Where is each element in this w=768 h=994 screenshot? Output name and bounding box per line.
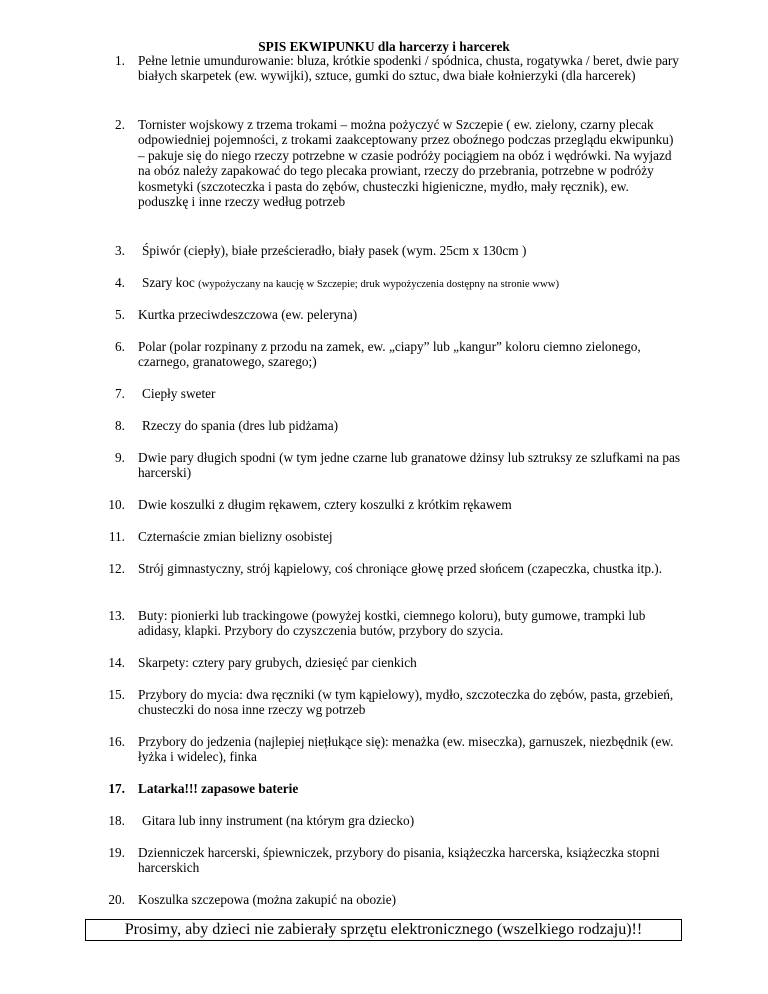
list-item [108,845,681,876]
item-number: 6. [115,339,125,354]
item-number: 16. [108,734,125,749]
list-item [108,529,681,544]
item-text: Kurtka przeciwdeszczowa (ew. peleryna) [138,307,358,322]
item-text: Przybory do jedzenia (najlepiej niețłukące się): menażka (ew. miseczka), garnuszek, niezbędnik (ew. łyżka i widelec), finka [138,734,674,765]
item-text: Buty: pionierki lub trackingowe (powyżej kostki, ciemnego koloru), buty gumowe, trampki lub adidasy, klapki. Przybory do czyszczenia butów, przybory do szycia. [138,608,646,639]
list-item [111,53,681,84]
list-item [111,307,681,322]
item-text: Tornister wojskowy z trzema trokami – można pożyczyć w Szczepie ( ew. zielony, czarny plecak odpowiedniej pojemności, z trokami zaakceptowany przez oboźnego podczas przeglądu ekwipunku) – pakuje się do niego rzeczy potrzebne w czasie podróży pociągiem na obóz i wędrówki. Na wyjazd na obóz należy zapakować do tego plecaka prowiant, rzeczy do przebrania, potrzebne w podróży kosmetyki (szczoteczka i pasta do zębów, chusteczki higieniczne, mydło, mały ręcznik), ew. poduszkę i inne rzeczy według potrzeb [138,117,674,210]
list-item [111,418,681,433]
item-number: 9. [115,450,125,465]
item-number: 13. [108,608,125,623]
item-text: Gitara lub inny instrument (na którym gra dziecko) [142,813,415,828]
item-text: Ciepły sweter [142,386,216,401]
item-number: 8. [115,418,125,433]
item-number: 19. [108,845,125,860]
item-number: 20. [108,892,125,907]
item-text: Dzienniczek harcerski, śpiewniczek, przybory do pisania, książeczka harcerska, książeczka stopni harcerskich [138,845,660,876]
list-item [108,892,681,907]
item-text: Polar (polar rozpinany z przodu na zamek, ew. „ciapy” lub „kangur” koloru ciemno zielonego, czarnego, granatowego, szarego;) [138,339,641,370]
item-text: Rzeczy do spania (dres lub pidżama) [142,418,339,433]
item-number: 10. [108,497,125,512]
item-text: Strój gimnastyczny, strój kąpielowy, coś chroniące głowę przed słońcem (czapeczka, chustka itp.). [138,561,663,576]
list-item [108,813,681,828]
item-number: 14. [108,655,125,670]
item-text: Śpiwór (ciepły), białe prześcieradło, biały pasek (wym. 25cm x 130cm ) [142,243,527,258]
list-item [108,561,681,576]
item-text: Przybory do mycia: dwa ręczniki (w tym kąpielowy), mydło, szczoteczka do zębów, pasta, grzebień, chusteczki do nosa inne rzeczy wg potrzeb [138,687,674,718]
item-number: 1. [115,53,125,68]
item-number: 4. [115,275,125,290]
item-text: Czternaście zmian bielizny osobistej [138,529,333,544]
item-number: 11. [108,529,125,544]
list-item [111,243,681,258]
item-number: 5. [115,307,125,322]
item-text: Pełne letnie umundurowanie: bluza, krótkie spodenki / spódnica, chusta, rogatywka / beret, dwie pary białych skarpetek (ew. wywijki), sztuce, gumki do sztuc, dwa białe kołnierzyki (dla harcerek) [138,53,679,84]
item-text: Dwie koszulki z długim rękawem, cztery koszulki z krótkim rękawem [138,497,512,512]
item-text: Dwie pary długich spodni (w tym jedne czarne lub granatowe dżinsy lub sztruksy ze szlufkami na pas harcerski) [138,450,681,481]
item-text-container [111,275,681,292]
item-text: Skarpety: cztery pary grubych, dziesięć par cienkich [138,655,417,670]
list-item [111,117,681,209]
item-number: 2. [115,117,125,132]
list-item [108,687,681,718]
list-item [108,655,681,670]
item-number: 12. [108,561,125,576]
item-text: Latarka!!! zapasowe baterie [138,781,299,796]
list-item [108,608,681,639]
list-item [108,734,681,765]
document-title: SPIS EKWIPUNKU dla harcerzy i harcerek [258,39,510,54]
list-item [111,386,681,401]
notice-box: Prosimy, aby dzieci nie zabierały sprzętu elektronicznego (wszelkiego rodzaju)!! [85,919,682,941]
item-text: Koszulka szczepowa (można zakupić na obozie) [138,892,397,907]
list-item [111,339,681,370]
item-number: 7. [115,386,125,401]
item-number: 15. [108,687,125,702]
item-number: 18. [108,813,125,828]
item-number: 17. [108,781,125,796]
list-item [108,497,681,512]
item-note: (wypożyczany na kaucję w Szczepie; druk wypożyczenia dostępny na stronie www) [198,278,560,290]
list-item [111,275,681,292]
list-item [108,781,681,796]
list-item [111,450,681,481]
item-text: Szary koc [142,275,195,290]
item-number: 3. [115,243,125,258]
